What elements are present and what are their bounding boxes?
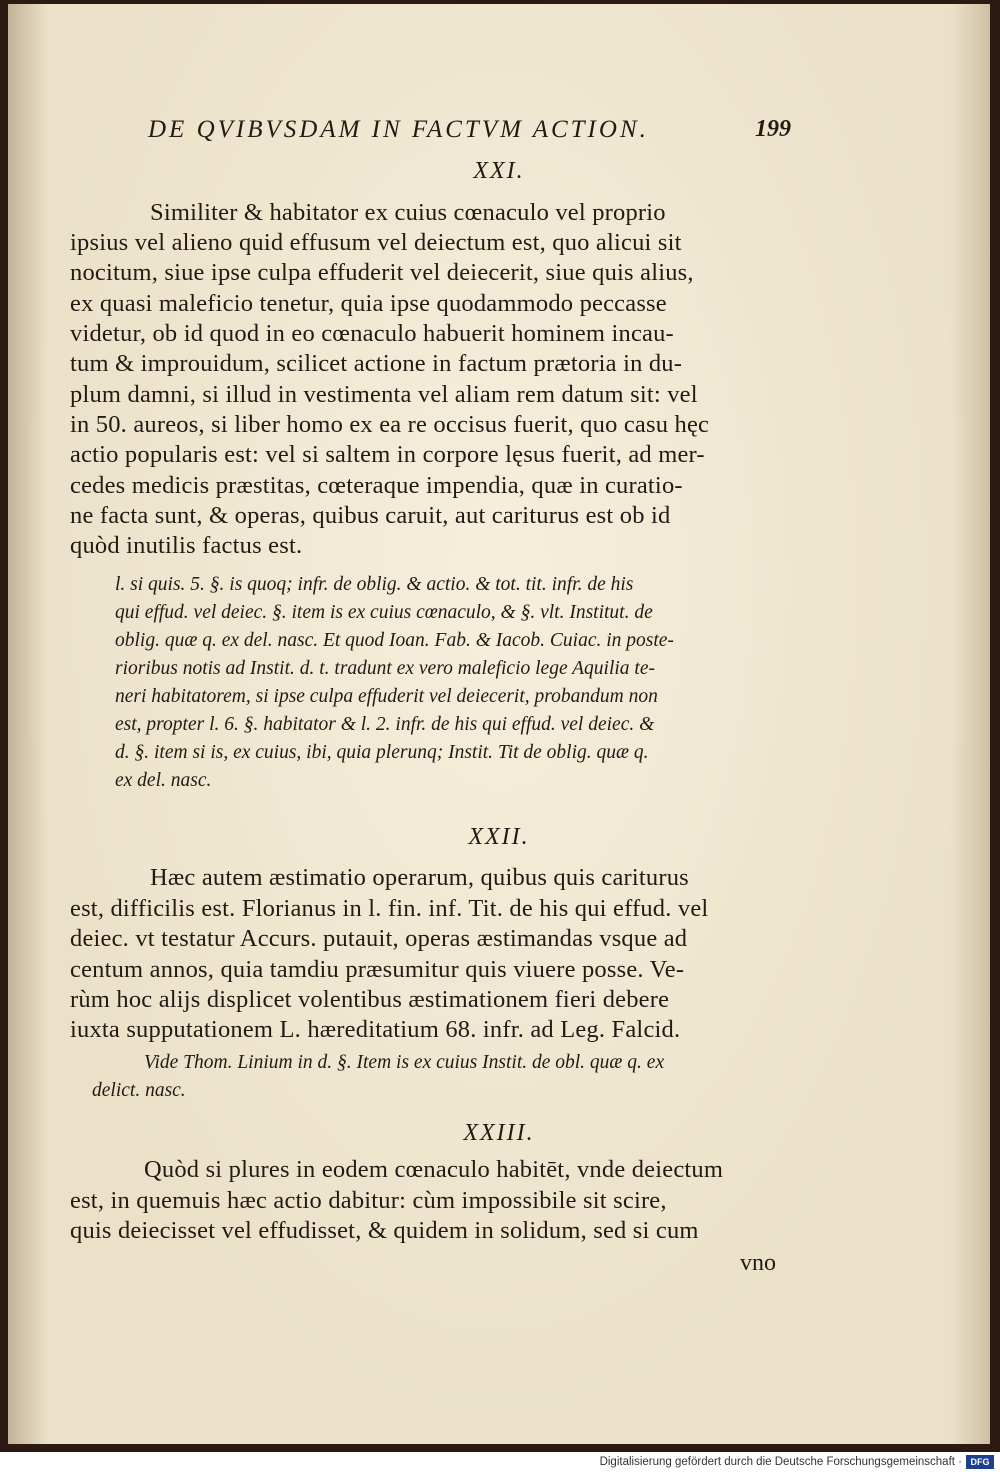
page-number: 199	[755, 116, 791, 142]
text-line: plum damni, si illud in vestimenta vel aliam rem datum sit: vel	[70, 381, 698, 408]
note-line: l. si quis. 5. §. is quoq; infr. de oblig. & actio. & tot. tit. infr. de his	[115, 574, 634, 595]
note-line: neri habitatorem, si ipse culpa effuderit vel deiecerit, probandum non	[115, 686, 658, 707]
text-line: quis deiecisset vel effudisset, & quidem in solidum, sed si cum	[70, 1217, 699, 1244]
text-line: ipsius vel alieno quid effusum vel deiectum est, quo alicui sit	[70, 229, 682, 256]
text-line: cedes medicis præstitas, cœteraque impendia, quæ in curatio-	[70, 472, 683, 499]
note-line: oblig. quæ q. ex del. nasc. Et quod Ioan. Fab. & Iacob. Cuiac. in poste-	[115, 630, 674, 651]
note-line: delict. nasc.	[92, 1080, 186, 1101]
section-number-21: XXI.	[473, 158, 525, 184]
text-line: deiec. vt testatur Accurs. putauit, operas æstimandas vsque ad	[70, 925, 688, 952]
text-line: ne facta sunt, & operas, quibus caruit, aut cariturus est ob id	[70, 502, 671, 529]
text-line: rùm hoc alijs displicet volentibus æstimationem fieri debere	[70, 986, 670, 1013]
text-line: nocitum, siue ipse culpa effuderit vel deiecerit, siue quis alius,	[70, 259, 694, 286]
text-line: actio popularis est: vel si saltem in corpore lęsus fuerit, ad mer-	[70, 441, 705, 468]
note-line: est, propter l. 6. §. habitator & l. 2. infr. de his qui effud. vel deiec. &	[115, 714, 655, 735]
section-number-23: XXIII.	[463, 1120, 535, 1146]
text-line: ex quasi maleficio tenetur, quia ipse quodammodo peccasse	[70, 290, 667, 317]
text-line: quòd inutilis factus est.	[70, 532, 303, 559]
note-line: Vide Thom. Linium in d. §. Item is ex cuius Instit. de obl. quæ q. ex	[144, 1052, 665, 1073]
funding-credit: Digitalisierung gefördert durch die Deutsche Forschungsgemeinschaft ·	[599, 1456, 962, 1468]
dfg-logo: DFG	[966, 1455, 994, 1469]
text-line: tum & improuidum, scilicet actione in factum prætoria in du-	[70, 350, 683, 377]
running-head: DE QVIBVSDAM IN FACTVM ACTION.	[148, 116, 649, 143]
section-number-22: XXII.	[468, 824, 530, 850]
catchword: vno	[740, 1250, 776, 1276]
text-line: Quòd si plures in eodem cœnaculo habitēt, vnde deiectum	[144, 1156, 724, 1183]
text-line: Similiter & habitator ex cuius cœnaculo vel proprio	[150, 199, 666, 226]
text-line: centum annos, quia tamdiu præsumitur quis viuere posse. Ve-	[70, 956, 685, 983]
note-line: qui effud. vel deiec. §. item is ex cuius cœnaculo, & §. vlt. Institut. de	[115, 602, 653, 623]
note-line: ex del. nasc.	[115, 770, 212, 791]
text-line: Hæc autem æstimatio operarum, quibus quis cariturus	[150, 864, 689, 891]
text-line: est, in quemuis hæc actio dabitur: cùm impossibile sit scire,	[70, 1187, 667, 1214]
text-line: iuxta supputationem L. hæreditatium 68. infr. ad Leg. Falcid.	[70, 1016, 681, 1043]
note-line: rioribus notis ad Instit. d. t. tradunt ex vero maleficio lege Aquilia te-	[115, 658, 655, 679]
text-line: in 50. aureos, si liber homo ex ea re occisus fuerit, quo casu hęc	[70, 411, 710, 438]
note-line: d. §. item si is, ex cuius, ibi, quia plerunq; Instit. Tit de oblig. quæ q.	[115, 742, 649, 763]
text-line: est, difficilis est. Florianus in l. fin. inf. Tit. de his qui effud. vel	[70, 895, 709, 922]
book-page	[8, 4, 990, 1444]
text-line: videtur, ob id quod in eo cœnaculo habuerit hominem incau-	[70, 320, 674, 347]
